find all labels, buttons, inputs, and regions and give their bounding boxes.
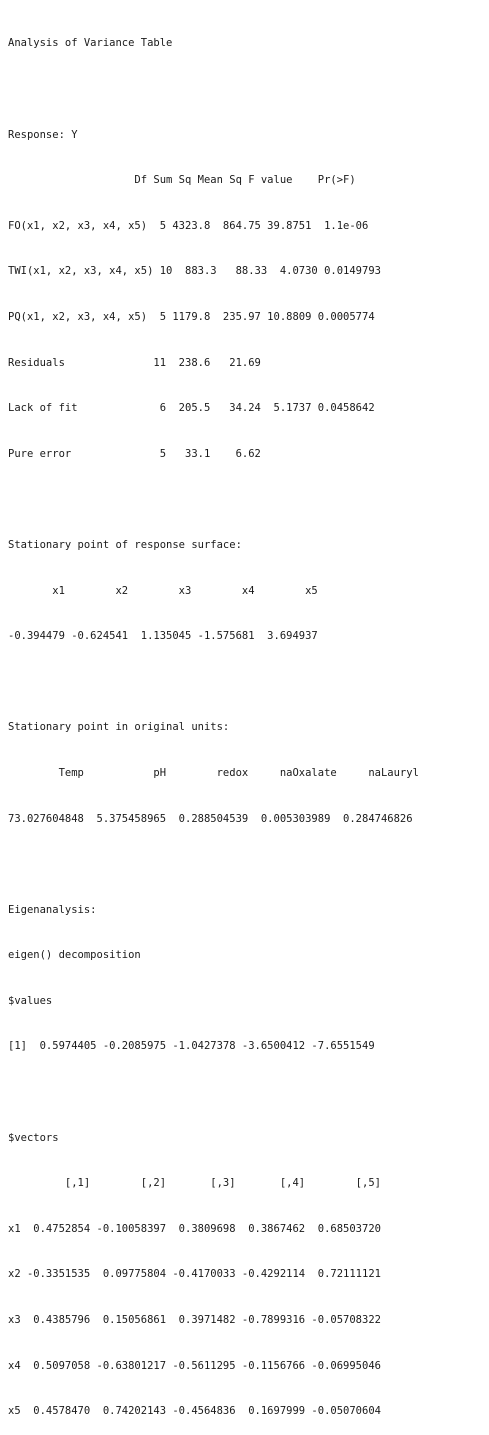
vectors-header-row: [,1] [,2] [,3] [,4] [,5]: [8, 1177, 381, 1190]
blank-line: [8, 1085, 419, 1100]
anova-row-lack-of-fit: Lack of fit 6 205.5 34.24 5.1737 0.0458642: [8, 402, 375, 415]
blank-line: [8, 857, 419, 872]
original-units-values: 73.027604848 5.375458965 0.288504539 0.005303989 0.284746826: [8, 812, 413, 825]
eigen-decomposition-label: eigen() decomposition: [8, 949, 141, 962]
anova-row-fo: FO(x1, x2, x3, x4, x5) 5 4323.8 864.75 39.8751 1.1e-06: [8, 219, 369, 232]
response-label: Response: Y: [8, 128, 78, 141]
vectors-row-x3: x3 0.4385796 0.15056861 0.3971482 -0.7899316 -0.05708322: [8, 1314, 381, 1327]
eigen-values-row: [1] 0.5974405 -0.2085975 -1.0427378 -3.6500412 -7.6551549: [8, 1040, 375, 1053]
blank-line: [8, 82, 419, 97]
anova-row-twi: TWI(x1, x2, x3, x4, x5) 10 883.3 88.33 4.0730 0.0149793: [8, 265, 381, 278]
anova-row-residuals: Residuals 11 238.6 21.69: [8, 356, 261, 369]
anova-title: Analysis of Variance Table: [8, 37, 173, 50]
vectors-row-x5: x5 0.4578470 0.74202143 -0.4564836 0.1697999 -0.05070604: [8, 1405, 381, 1418]
vectors-label: $vectors: [8, 1131, 59, 1144]
values-label: $values: [8, 994, 53, 1007]
blank-line: [8, 675, 419, 690]
original-units-header: Temp pH redox naOxalate naLauryl: [8, 766, 419, 779]
vectors-row-x1: x1 0.4752854 -0.10058397 0.3809698 0.3867462 0.68503720: [8, 1222, 381, 1235]
stationary-point-values: -0.394479 -0.624541 1.135045 -1.575681 3.694937: [8, 630, 318, 643]
blank-line: [8, 492, 419, 507]
anova-header-row: Df Sum Sq Mean Sq F value Pr(>F): [8, 174, 356, 187]
stationary-point-title: Stationary point of response surface:: [8, 538, 242, 551]
vectors-row-x4: x4 0.5097058 -0.63801217 -0.5611295 -0.1156766 -0.06995046: [8, 1359, 381, 1372]
eigenanalysis-title: Eigenanalysis:: [8, 903, 97, 916]
original-units-title: Stationary point in original units:: [8, 721, 230, 734]
anova-row-pure-error: Pure error 5 33.1 6.62: [8, 447, 261, 460]
anova-row-pq: PQ(x1, x2, x3, x4, x5) 5 1179.8 235.97 10.8809 0.0005774: [8, 310, 375, 323]
vectors-row-x2: x2 -0.3351535 0.09775804 -0.4170033 -0.4292114 0.72111121: [8, 1268, 381, 1281]
console-output: [8, 6, 419, 1435]
stationary-point-header: x1 x2 x3 x4 x5: [8, 584, 318, 597]
